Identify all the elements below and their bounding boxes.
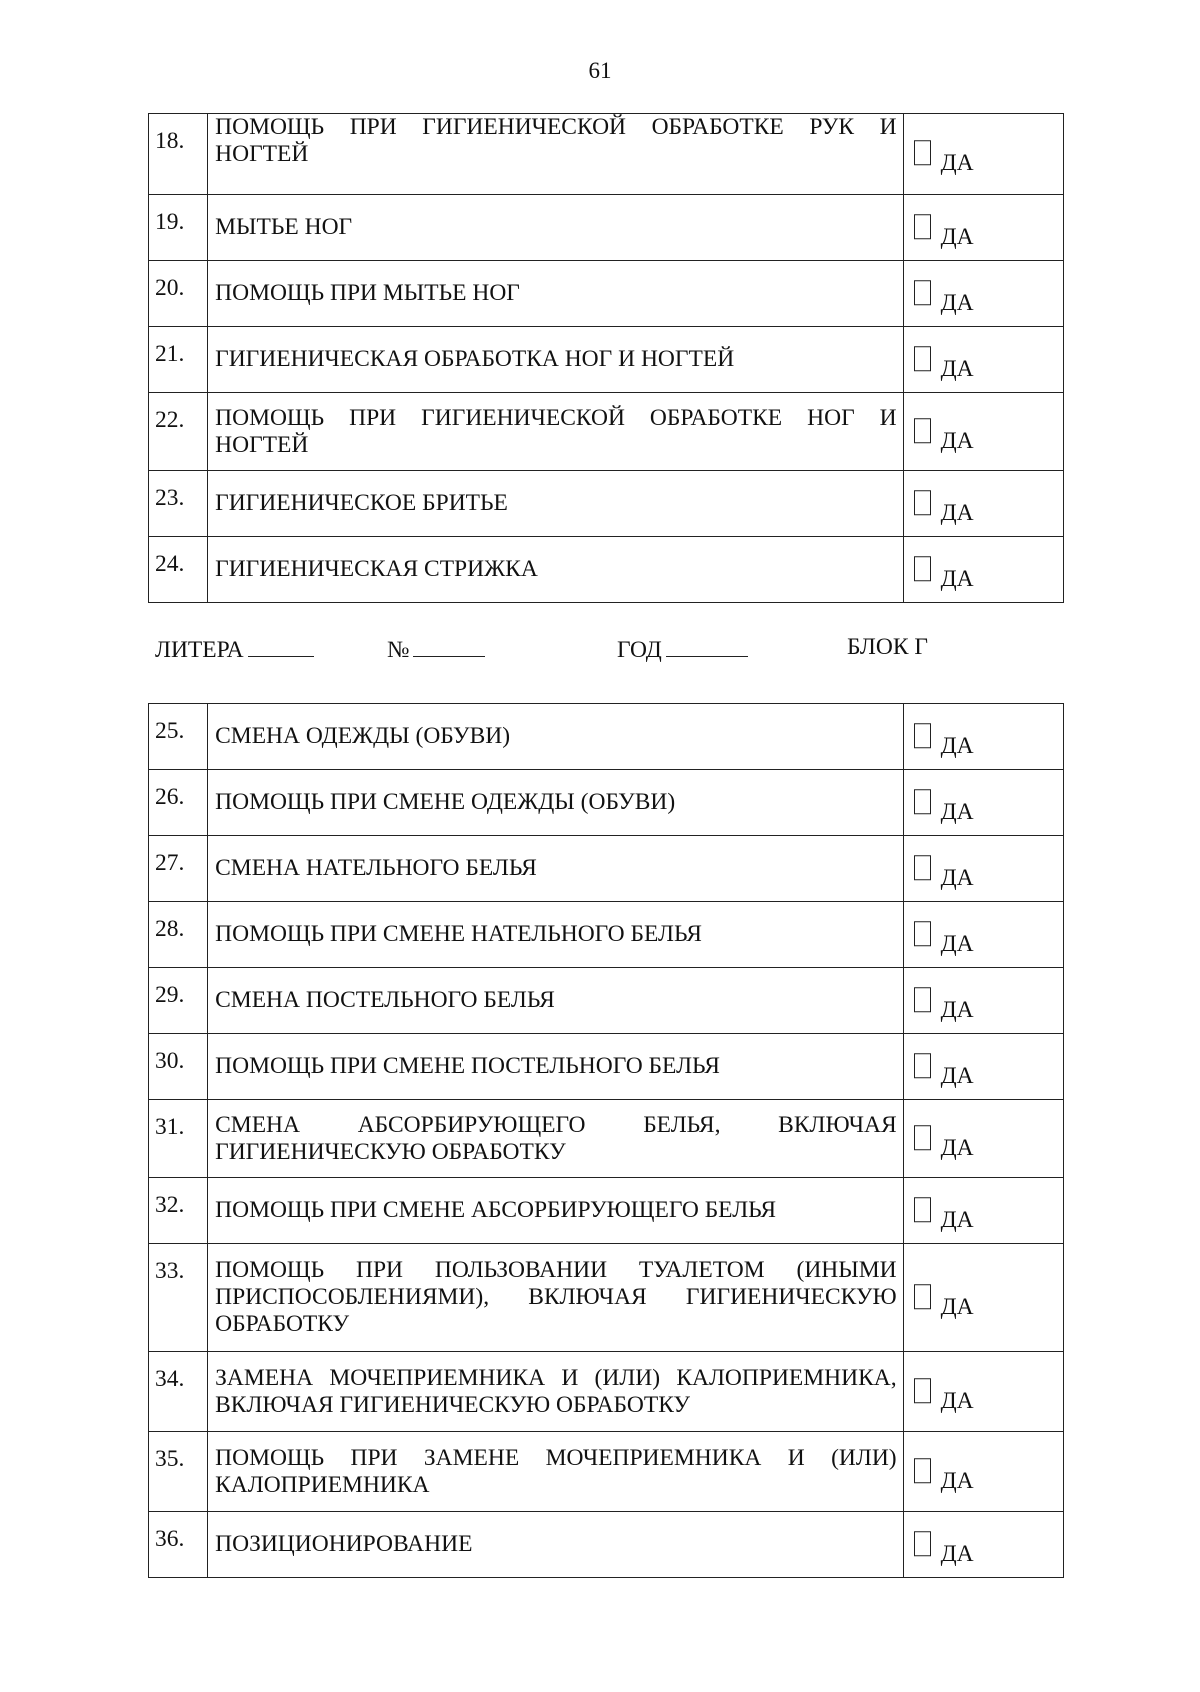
row-number: 31. xyxy=(149,1100,208,1178)
row-number: 28. xyxy=(149,902,208,968)
table-row xyxy=(149,114,1064,195)
table-row xyxy=(149,1432,1064,1512)
year-label: ГОД xyxy=(617,637,662,663)
year-blank[interactable] xyxy=(666,634,748,657)
row-description: ПОМОЩЬ ПРИ СМЕНЕ АБСОРБИРУЮЩЕГО БЕЛЬЯ xyxy=(215,1197,777,1223)
year-field xyxy=(617,634,748,664)
yes-label: ДА xyxy=(940,1540,974,1567)
yes-label: ДА xyxy=(940,427,974,454)
yes-checkbox[interactable] xyxy=(914,1053,931,1078)
row-number: 25. xyxy=(149,704,208,770)
page-number: 61 xyxy=(588,58,612,83)
yes-label: ДА xyxy=(940,565,974,592)
number-label: № xyxy=(387,637,410,663)
row-description: СМЕНА ОДЕЖДЫ (ОБУВИ) xyxy=(215,723,511,749)
row-description: ПОЗИЦИОНИРОВАНИЕ xyxy=(215,1531,473,1557)
row-number: 36. xyxy=(149,1512,208,1578)
table-row xyxy=(149,1244,1064,1352)
row-description: ГИГИЕНИЧЕСКОЕ БРИТЬЕ xyxy=(215,490,508,516)
table-row xyxy=(149,704,1064,770)
yes-label: ДА xyxy=(940,732,974,759)
yes-checkbox[interactable] xyxy=(914,346,931,371)
yes-label: ДА xyxy=(940,996,974,1023)
table-row xyxy=(149,902,1064,968)
row-number: 32. xyxy=(149,1178,208,1244)
yes-label: ДА xyxy=(940,798,974,825)
yes-label: ДА xyxy=(940,223,974,250)
table-row xyxy=(149,1512,1064,1578)
row-description: СМЕНА НАТЕЛЬНОГО БЕЛЬЯ xyxy=(215,855,537,881)
yes-label: ДА xyxy=(940,864,974,891)
table-row xyxy=(149,327,1064,393)
yes-label: ДА xyxy=(940,1293,974,1320)
row-description: МЫТЬЕ НОГ xyxy=(215,214,353,240)
yes-checkbox[interactable] xyxy=(914,1531,931,1556)
table-row xyxy=(149,1100,1064,1178)
yes-label: ДА xyxy=(940,1134,974,1161)
yes-label: ДА xyxy=(940,149,974,176)
yes-checkbox[interactable] xyxy=(914,214,931,239)
yes-checkbox[interactable] xyxy=(914,1125,931,1150)
yes-label: ДА xyxy=(940,1467,974,1494)
row-description: ПОМОЩЬ ПРИ СМЕНЕ НАТЕЛЬНОГО БЕЛЬЯ xyxy=(215,921,702,947)
row-description: СМЕНА АБСОРБИРУЮЩЕГО БЕЛЬЯ, ВКЛЮЧАЯ ГИГИЕНИЧЕСКУЮ ОБРАБОТКУ xyxy=(215,1111,897,1165)
row-description: ПОМОЩЬ ПРИ СМЕНЕ ПОСТЕЛЬНОГО БЕЛЬЯ xyxy=(215,1053,720,1079)
table-row xyxy=(149,770,1064,836)
yes-checkbox[interactable] xyxy=(914,556,931,581)
yes-label: ДА xyxy=(940,499,974,526)
number-blank[interactable] xyxy=(413,634,485,657)
yes-label: ДА xyxy=(940,1387,974,1414)
yes-checkbox[interactable] xyxy=(914,418,931,443)
row-number: 29. xyxy=(149,968,208,1034)
table-row xyxy=(149,537,1064,603)
row-number: 23. xyxy=(149,471,208,537)
row-number: 27. xyxy=(149,836,208,902)
litera-blank[interactable] xyxy=(248,634,314,657)
table-row xyxy=(149,393,1064,471)
row-description: ПОМОЩЬ ПРИ ГИГИЕНИЧЕСКОЙ ОБРАБОТКЕ НОГ И НОГТЕЙ xyxy=(215,404,897,458)
row-number: 22. xyxy=(149,393,208,471)
yes-checkbox[interactable] xyxy=(914,280,931,305)
table-row xyxy=(149,471,1064,537)
yes-checkbox[interactable] xyxy=(914,1458,931,1483)
row-description: ГИГИЕНИЧЕСКАЯ СТРИЖКА xyxy=(215,556,538,582)
row-number: 20. xyxy=(149,261,208,327)
yes-checkbox[interactable] xyxy=(914,855,931,880)
row-number: 34. xyxy=(149,1352,208,1432)
row-number: 35. xyxy=(149,1432,208,1512)
yes-label: ДА xyxy=(940,930,974,957)
row-number: 33. xyxy=(149,1244,208,1352)
row-description: ПОМОЩЬ ПРИ МЫТЬЕ НОГ xyxy=(215,280,520,306)
yes-label: ДА xyxy=(940,1062,974,1089)
row-description: ПОМОЩЬ ПРИ ЗАМЕНЕ МОЧЕПРИЕМНИКА И (ИЛИ) КАЛОПРИЕМНИКА xyxy=(215,1444,897,1498)
row-description: ЗАМЕНА МОЧЕПРИЕМНИКА И (ИЛИ) КАЛОПРИЕМНИКА, ВКЛЮЧАЯ ГИГИЕНИЧЕСКУЮ ОБРАБОТКУ xyxy=(215,1364,897,1418)
yes-label: ДА xyxy=(940,355,974,382)
yes-label: ДА xyxy=(940,289,974,316)
row-number: 21. xyxy=(149,327,208,393)
table-row xyxy=(149,1178,1064,1244)
yes-checkbox[interactable] xyxy=(914,987,931,1012)
row-description: ПОМОЩЬ ПРИ ГИГИЕНИЧЕСКОЙ ОБРАБОТКЕ РУК И НОГТЕЙ xyxy=(215,114,897,167)
table-row xyxy=(149,968,1064,1034)
yes-checkbox[interactable] xyxy=(914,140,931,165)
table-row xyxy=(149,195,1064,261)
litera-label: ЛИТЕРА xyxy=(155,637,244,663)
litera-field xyxy=(155,634,314,664)
yes-checkbox[interactable] xyxy=(914,1284,931,1309)
yes-checkbox[interactable] xyxy=(914,1197,931,1222)
table-row xyxy=(149,261,1064,327)
form-meta-line xyxy=(155,634,1055,664)
checklist-table-bottom xyxy=(148,703,1064,1578)
yes-checkbox[interactable] xyxy=(914,1378,931,1403)
row-description: ПОМОЩЬ ПРИ СМЕНЕ ОДЕЖДЫ (ОБУВИ) xyxy=(215,789,676,815)
checklist-table-top xyxy=(148,113,1064,603)
yes-label: ДА xyxy=(940,1206,974,1233)
yes-checkbox[interactable] xyxy=(914,723,931,748)
table-row xyxy=(149,1352,1064,1432)
yes-checkbox[interactable] xyxy=(914,921,931,946)
row-number: 30. xyxy=(149,1034,208,1100)
row-number: 24. xyxy=(149,537,208,603)
number-field xyxy=(387,634,485,664)
row-number: 26. xyxy=(149,770,208,836)
row-number: 18. xyxy=(149,114,208,195)
table-row xyxy=(149,1034,1064,1100)
row-description: ПОМОЩЬ ПРИ ПОЛЬЗОВАНИИ ТУАЛЕТОМ (ИНЫМИ ПРИСПОСОБЛЕНИЯМИ), ВКЛЮЧАЯ ГИГИЕНИЧЕСКУЮ ОБРАБОТКУ xyxy=(215,1257,897,1337)
row-number: 19. xyxy=(149,195,208,261)
row-description: ГИГИЕНИЧЕСКАЯ ОБРАБОТКА НОГ И НОГТЕЙ xyxy=(215,346,735,372)
yes-checkbox[interactable] xyxy=(914,490,931,515)
table-row xyxy=(149,836,1064,902)
block-label: БЛОК Г xyxy=(847,634,928,660)
row-description: СМЕНА ПОСТЕЛЬНОГО БЕЛЬЯ xyxy=(215,987,555,1013)
yes-checkbox[interactable] xyxy=(914,789,931,814)
